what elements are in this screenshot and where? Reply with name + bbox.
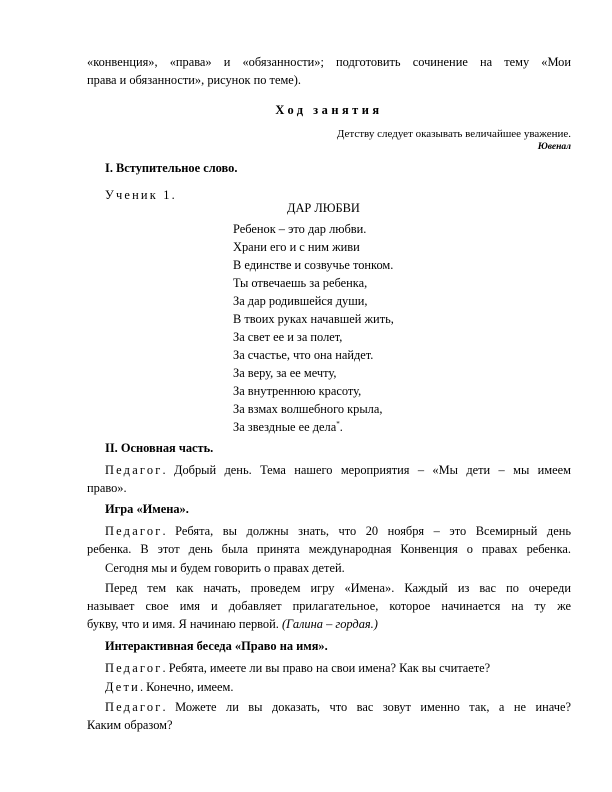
paragraph-2-line-2: ребенка. В этот день была принята международная Конвенция о правах ребенка. [87,542,571,556]
paragraph-7-text: . Можете ли вы доказать, что вас зовут именно так, а не иначе? [162,700,571,714]
speaker-teacher: Педагог [105,661,163,675]
game-title: Игра «Имена». [105,502,189,516]
paragraph-6 [87,678,571,696]
paragraph-7-line-1 [87,698,571,716]
epigraph-text: Детству следует оказывать величайшее уважение. [336,128,571,140]
poem-line-end: . [339,420,343,434]
poem-line: За счастье, что она найдет. [233,348,374,362]
poem-line: За веру, за ее мечту, [233,366,337,380]
footnote-mark: * [336,419,340,428]
poem-line: За внутреннюю красоту, [233,384,362,398]
paragraph-5 [87,659,571,677]
speaker-children: Дети [105,680,140,694]
poem-line: В единстве и созвучье тонком. [233,258,394,272]
conversation-title: Интерактивная беседа «Право на имя». [105,639,328,653]
section-1-title: I. Вступительное слово. [105,161,238,175]
paragraph-5-text: . Ребята, имеете ли вы право на свои имена? Как вы считаете? [162,661,491,675]
poem-line-last [233,418,493,436]
paragraph-4-line-2: называет свое имя и добавляет прилагательное, которое начинается на ту же [87,599,571,613]
speaker-teacher: Педагог [105,463,163,477]
poem-line: Храни его и с ним живи [233,240,360,254]
paragraph-7-line-2: Каким образом? [87,718,173,732]
paragraph-3: Сегодня мы и будем говорить о правах детей. [105,561,345,575]
section-2-title: II. Основная часть. [105,441,214,455]
paragraph-6-text: . Конечно, имеем. [139,680,234,694]
speaker-teacher: Педагог [105,700,163,714]
poem-title: ДАР ЛЮБВИ [287,201,360,215]
epigraph-author: Ювенал [537,142,571,152]
poem-line: За свет ее и за полет, [233,330,343,344]
poem-line: За дар родившейся души, [233,294,368,308]
paragraph-1-line-2: право». [87,481,127,495]
paragraph-4-text: букву, что и имя. Я начинаю первой. [87,617,279,631]
paragraph-2-text: . Ребята, вы должны знать, что 20 ноября – это Всемирный день [162,524,571,538]
poem-line: Ребенок – это дар любви. [233,222,367,236]
paragraph-4-line-3 [87,615,571,633]
paragraph-1-line-1 [87,461,571,479]
paragraph-4-line-1: Перед тем как начать, проведем игру «Имена». Каждый из вас по очереди [105,581,571,595]
intro-line-2: права и обязанности», рисунок по теме). [87,73,302,87]
poem-line: Ты отвечаешь за ребенка, [233,276,368,290]
poem-line-text: За звездные ее дела [233,420,337,434]
name-example: (Галина – гордая.) [281,617,378,631]
section-heading: Ход занятия [275,103,383,117]
paragraph-2-line-1 [87,522,571,540]
poem-line: За взмах волшебного крыла, [233,402,383,416]
speaker-teacher: Педагог [105,524,163,538]
poem-line: В твоих руках начавшей жить, [233,312,394,326]
intro-line-1: «конвенция», «права» и «обязанности»; подготовить сочинение на тему «Мои [87,55,571,69]
student-label: Ученик 1. [105,188,177,202]
paragraph-1-text: . Добрый день. Тема нашего мероприятия – «Мы дети – мы имеем [162,463,571,477]
